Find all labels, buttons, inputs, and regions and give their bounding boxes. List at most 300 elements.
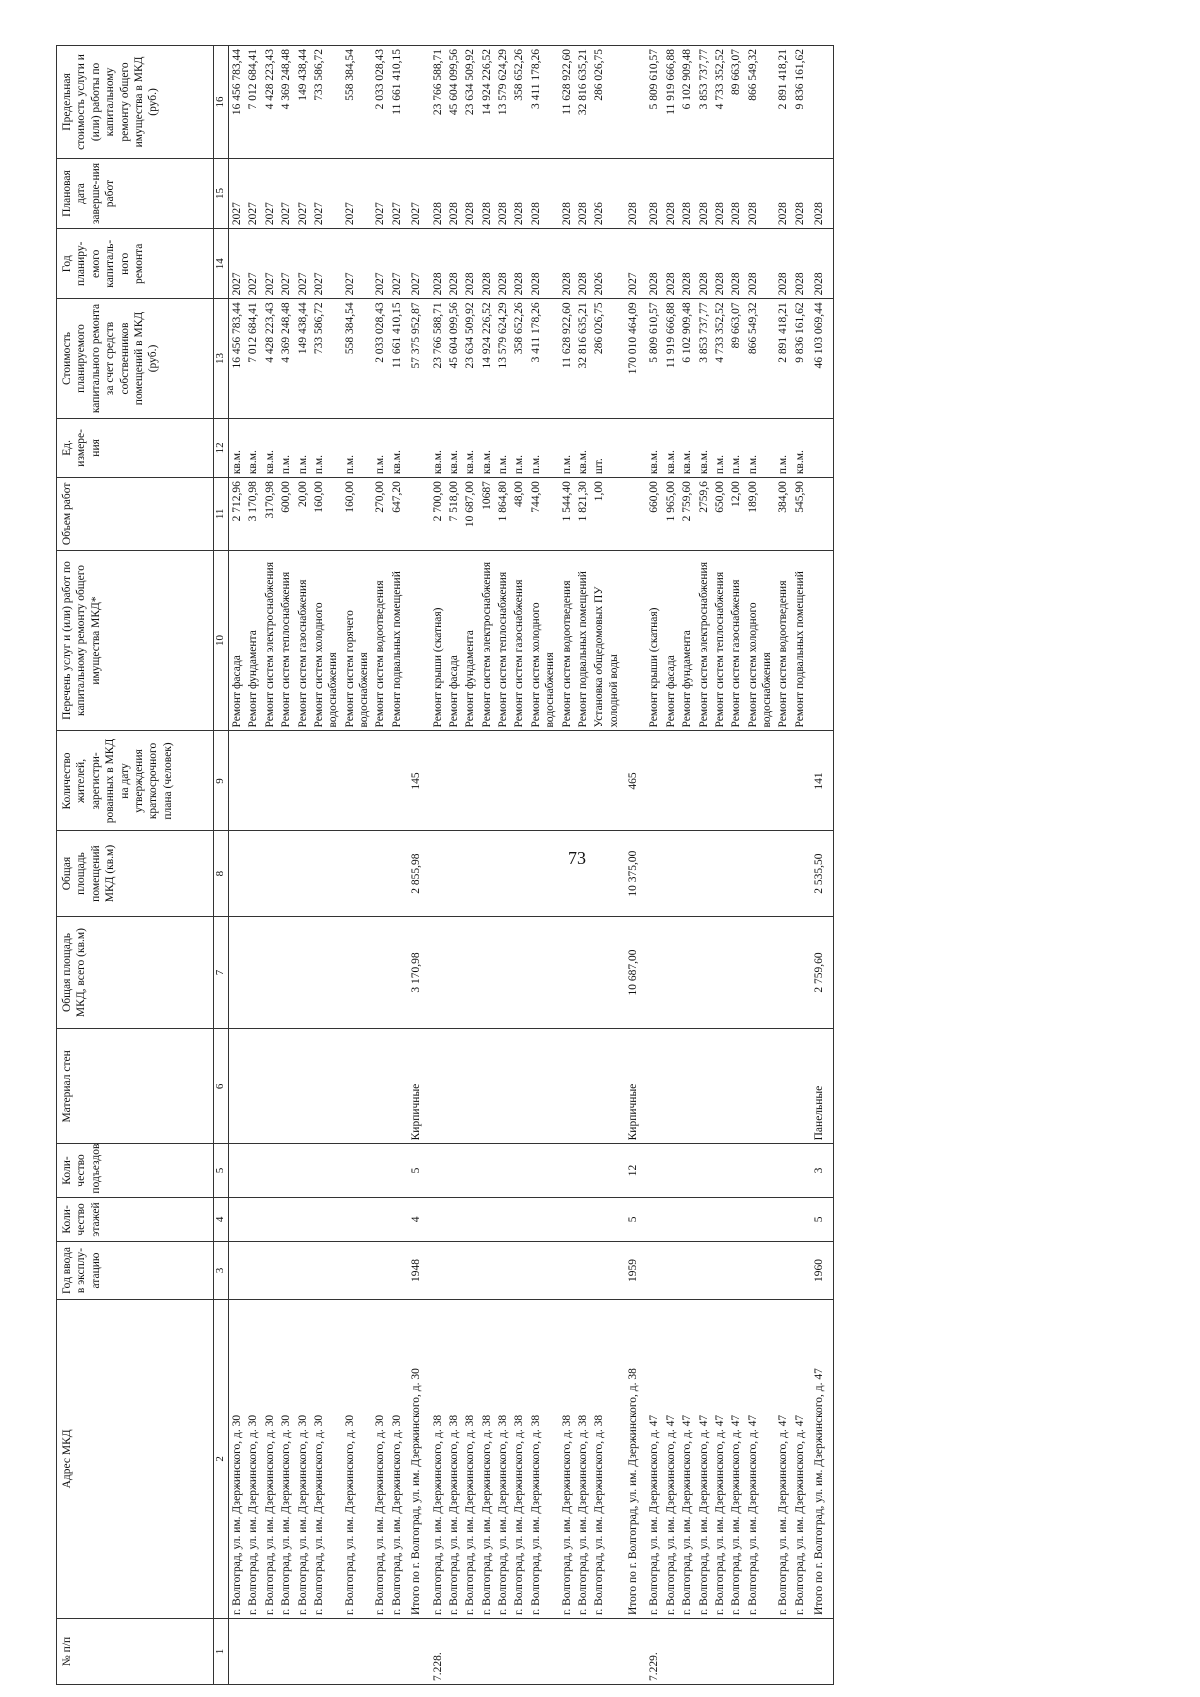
repair-year-cell: 2027 bbox=[229, 229, 246, 299]
column-header: № п/п bbox=[57, 1619, 214, 1685]
limit-cost-cell: 358 652,26 bbox=[511, 46, 527, 159]
cost-cell: 7 012 684,41 bbox=[245, 299, 261, 418]
empty-cell bbox=[792, 1242, 808, 1299]
work-cell: Ремонт систем водоотведения bbox=[372, 550, 388, 731]
empty-cell bbox=[559, 1144, 575, 1197]
empty-cell bbox=[575, 916, 591, 1029]
table-row bbox=[245, 46, 261, 1685]
empty-cell bbox=[511, 1029, 527, 1144]
empty-cell bbox=[679, 916, 695, 1029]
empty-cell bbox=[792, 1197, 808, 1242]
repair-year-cell: 2027 bbox=[311, 229, 342, 299]
empty-cell bbox=[342, 1029, 373, 1144]
cost-cell: 57 375 952,87 bbox=[405, 299, 429, 418]
unit-cell: кв.м. bbox=[430, 418, 446, 478]
empty-cell bbox=[278, 1197, 294, 1242]
unit-cell: кв.м. bbox=[479, 418, 495, 478]
column-header: Адрес МКД bbox=[57, 1299, 214, 1618]
table-row bbox=[712, 46, 728, 1685]
floors-cell: 4 bbox=[405, 1197, 429, 1242]
empty-cell bbox=[295, 1242, 311, 1299]
empty-cell bbox=[430, 1197, 446, 1242]
address-cell: г. Волгоград, ул. им. Дзержинского, д. 38 bbox=[559, 1299, 575, 1618]
empty-cell bbox=[229, 1197, 246, 1242]
address-cell: г. Волгоград, ул. им. Дзержинского, д. 47 bbox=[745, 1299, 776, 1618]
limit-cost-cell: 3 411 178,26 bbox=[528, 46, 559, 159]
limit-cost-cell: 4 428 223,43 bbox=[262, 46, 278, 159]
empty-cell bbox=[696, 1197, 712, 1242]
empty-cell bbox=[792, 831, 808, 916]
empty-cell bbox=[712, 1029, 728, 1144]
empty-cell bbox=[495, 831, 511, 916]
repair-year-cell: 2027 bbox=[342, 229, 373, 299]
unit-cell: кв.м. bbox=[389, 418, 405, 478]
end-date-cell: 2028 bbox=[446, 158, 462, 228]
empty-cell bbox=[511, 1144, 527, 1197]
work-cell bbox=[808, 550, 833, 731]
unit-cell: п.м. bbox=[311, 418, 342, 478]
empty-cell bbox=[295, 1197, 311, 1242]
row-number bbox=[792, 1619, 808, 1685]
empty-cell bbox=[528, 916, 559, 1029]
empty-cell bbox=[245, 1197, 261, 1242]
work-cell: Ремонт фасада bbox=[229, 550, 246, 731]
empty-cell bbox=[528, 1144, 559, 1197]
empty-cell bbox=[278, 1242, 294, 1299]
row-number bbox=[342, 1619, 373, 1685]
column-number: 11 bbox=[214, 478, 229, 550]
empty-cell bbox=[559, 1029, 575, 1144]
volume-cell: 3 170,98 bbox=[245, 478, 261, 550]
work-cell: Ремонт подвальных помещений bbox=[792, 550, 808, 731]
empty-cell bbox=[559, 1242, 575, 1299]
empty-cell bbox=[712, 731, 728, 831]
repair-year-cell: 2028 bbox=[559, 229, 575, 299]
empty-cell bbox=[372, 1242, 388, 1299]
empty-cell bbox=[372, 831, 388, 916]
empty-cell bbox=[245, 916, 261, 1029]
repair-year-cell: 2028 bbox=[575, 229, 591, 299]
address-cell: г. Волгоград, ул. им. Дзержинского, д. 47 bbox=[712, 1299, 728, 1618]
column-number: 10 bbox=[214, 550, 229, 731]
volume-cell: 1 965,00 bbox=[663, 478, 679, 550]
limit-cost-cell: 14 924 226,52 bbox=[479, 46, 495, 159]
volume-cell: 20,00 bbox=[295, 478, 311, 550]
end-date-cell: 2028 bbox=[528, 158, 559, 228]
unit-cell: кв.м. bbox=[646, 418, 662, 478]
empty-cell bbox=[663, 1242, 679, 1299]
address-cell: г. Волгоград, ул. им. Дзержинского, д. 47 bbox=[792, 1299, 808, 1618]
end-date-cell: 2027 bbox=[372, 158, 388, 228]
row-number bbox=[745, 1619, 776, 1685]
empty-cell bbox=[696, 831, 712, 916]
empty-cell bbox=[712, 1242, 728, 1299]
empty-cell bbox=[446, 731, 462, 831]
empty-cell bbox=[278, 831, 294, 916]
residents-cell: 141 bbox=[808, 731, 833, 831]
repair-year-cell: 2028 bbox=[511, 229, 527, 299]
empty-cell bbox=[446, 1242, 462, 1299]
end-date-cell: 2028 bbox=[775, 158, 791, 228]
empty-cell bbox=[745, 1029, 776, 1144]
work-cell: Ремонт систем газоснабжения bbox=[511, 550, 527, 731]
empty-cell bbox=[389, 916, 405, 1029]
row-number bbox=[712, 1619, 728, 1685]
year-built-cell: 1948 bbox=[405, 1242, 429, 1299]
column-number: 15 bbox=[214, 158, 229, 228]
work-cell: Ремонт фундамента bbox=[245, 550, 261, 731]
cost-cell: 3 853 737,77 bbox=[696, 299, 712, 418]
repair-year-cell: 2027 bbox=[389, 229, 405, 299]
empty-cell bbox=[295, 1144, 311, 1197]
column-header: Стоимость планируемого капитального ремонта за счет средств собственников помещений в МКД (руб.) bbox=[57, 299, 214, 418]
empty-cell bbox=[245, 1242, 261, 1299]
column-number: 8 bbox=[214, 831, 229, 916]
volume-cell: 2759,6 bbox=[696, 478, 712, 550]
work-cell: Ремонт подвальных помещений bbox=[575, 550, 591, 731]
work-cell: Ремонт систем электроснабжения bbox=[479, 550, 495, 731]
unit-cell: кв.м. bbox=[262, 418, 278, 478]
empty-cell bbox=[559, 1197, 575, 1242]
table-row bbox=[528, 46, 559, 1685]
column-header: Год ввода в эксплу-атацию bbox=[57, 1242, 214, 1299]
empty-cell bbox=[245, 831, 261, 916]
empty-cell bbox=[245, 1029, 261, 1144]
empty-cell bbox=[446, 831, 462, 916]
column-header: Предельная стоимость услуги и (или) работы по капитальному ремонту общего имущества в МКД (руб.) bbox=[57, 46, 214, 159]
empty-cell bbox=[229, 831, 246, 916]
end-date-cell: 2028 bbox=[559, 158, 575, 228]
volume-cell: 384,00 bbox=[775, 478, 791, 550]
limit-cost-cell bbox=[405, 46, 429, 159]
table-row bbox=[663, 46, 679, 1685]
row-number: 7.228. bbox=[430, 1619, 446, 1685]
empty-cell bbox=[646, 1197, 662, 1242]
table-row bbox=[646, 46, 662, 1685]
end-date-cell: 2028 bbox=[679, 158, 695, 228]
row-number: 7.229. bbox=[646, 1619, 662, 1685]
address-cell: г. Волгоград, ул. им. Дзержинского, д. 38 bbox=[495, 1299, 511, 1618]
cost-cell: 11 628 922,60 bbox=[559, 299, 575, 418]
limit-cost-cell: 45 604 099,56 bbox=[446, 46, 462, 159]
wall-material-cell: Кирпичные bbox=[622, 1029, 646, 1144]
volume-cell: 10 687,00 bbox=[462, 478, 478, 550]
volume-cell: 1 544,40 bbox=[559, 478, 575, 550]
empty-cell bbox=[792, 1029, 808, 1144]
empty-cell bbox=[462, 1242, 478, 1299]
end-date-cell: 2028 bbox=[511, 158, 527, 228]
limit-cost-cell: 2 033 028,43 bbox=[372, 46, 388, 159]
volume-cell: 3170,98 bbox=[262, 478, 278, 550]
year-built-cell: 1960 bbox=[808, 1242, 833, 1299]
repair-year-cell: 2027 bbox=[262, 229, 278, 299]
repair-year-cell: 2028 bbox=[495, 229, 511, 299]
empty-cell bbox=[745, 916, 776, 1029]
empty-cell bbox=[495, 731, 511, 831]
address-cell: г. Волгоград, ул. им. Дзержинского, д. 30 bbox=[372, 1299, 388, 1618]
row-number bbox=[728, 1619, 744, 1685]
end-date-cell: 2028 bbox=[663, 158, 679, 228]
repair-year-cell: 2028 bbox=[446, 229, 462, 299]
empty-cell bbox=[389, 1144, 405, 1197]
unit-cell: п.м. bbox=[342, 418, 373, 478]
unit-cell: п.м. bbox=[295, 418, 311, 478]
empty-cell bbox=[511, 831, 527, 916]
work-cell: Ремонт крыши (скатная) bbox=[430, 550, 446, 731]
unit-cell: кв.м. bbox=[679, 418, 695, 478]
row-number bbox=[495, 1619, 511, 1685]
floors-cell: 5 bbox=[622, 1197, 646, 1242]
end-date-cell: 2028 bbox=[646, 158, 662, 228]
limit-cost-cell: 32 816 635,21 bbox=[575, 46, 591, 159]
address-cell: г. Волгоград, ул. им. Дзержинского, д. 30 bbox=[295, 1299, 311, 1618]
unit-cell: кв.м. bbox=[663, 418, 679, 478]
work-cell: Ремонт систем холодного водоснабжения bbox=[311, 550, 342, 731]
table-row bbox=[511, 46, 527, 1685]
residents-cell: 465 bbox=[622, 731, 646, 831]
address-cell: г. Волгоград, ул. им. Дзержинского, д. 38 bbox=[446, 1299, 462, 1618]
empty-cell bbox=[342, 831, 373, 916]
unit-cell: п.м. bbox=[495, 418, 511, 478]
cost-cell: 558 384,54 bbox=[342, 299, 373, 418]
limit-cost-cell: 7 012 684,41 bbox=[245, 46, 261, 159]
table-row bbox=[728, 46, 744, 1685]
empty-cell bbox=[262, 1197, 278, 1242]
empty-cell bbox=[479, 831, 495, 916]
empty-cell bbox=[775, 1144, 791, 1197]
empty-cell bbox=[479, 1242, 495, 1299]
empty-cell bbox=[745, 831, 776, 916]
address-cell: г. Волгоград, ул. им. Дзержинского, д. 30 bbox=[262, 1299, 278, 1618]
column-number-row bbox=[214, 46, 229, 1685]
end-date-cell: 2027 bbox=[229, 158, 246, 228]
cost-cell: 3 411 178,26 bbox=[528, 299, 559, 418]
empty-cell bbox=[430, 831, 446, 916]
repair-year-cell: 2028 bbox=[646, 229, 662, 299]
empty-cell bbox=[495, 916, 511, 1029]
entrances-cell: 5 bbox=[405, 1144, 429, 1197]
unit-cell: кв.м. bbox=[575, 418, 591, 478]
work-cell: Ремонт фундамента bbox=[462, 550, 478, 731]
repair-year-cell: 2028 bbox=[728, 229, 744, 299]
empty-cell bbox=[591, 831, 622, 916]
empty-cell bbox=[775, 1029, 791, 1144]
cost-cell: 2 891 418,21 bbox=[775, 299, 791, 418]
limit-cost-cell bbox=[808, 46, 833, 159]
empty-cell bbox=[389, 831, 405, 916]
empty-cell bbox=[728, 916, 744, 1029]
unit-cell: п.м. bbox=[528, 418, 559, 478]
cost-cell: 2 033 028,43 bbox=[372, 299, 388, 418]
empty-cell bbox=[495, 1144, 511, 1197]
limit-cost-cell: 11 919 666,88 bbox=[663, 46, 679, 159]
table-row bbox=[591, 46, 622, 1685]
empty-cell bbox=[575, 831, 591, 916]
empty-cell bbox=[696, 1242, 712, 1299]
wall-material-cell: Панельные bbox=[808, 1029, 833, 1144]
address-cell: Итого по г. Волгоград, ул. им. Дзержинского, д. 38 bbox=[622, 1299, 646, 1618]
column-number: 13 bbox=[214, 299, 229, 418]
empty-cell bbox=[430, 1144, 446, 1197]
limit-cost-cell: 5 809 610,57 bbox=[646, 46, 662, 159]
empty-cell bbox=[229, 1144, 246, 1197]
volume-cell: 1 821,30 bbox=[575, 478, 591, 550]
work-cell: Ремонт систем водоотведения bbox=[559, 550, 575, 731]
limit-cost-cell: 11 628 922,60 bbox=[559, 46, 575, 159]
repair-year-cell: 2028 bbox=[808, 229, 833, 299]
end-date-cell: 2027 bbox=[262, 158, 278, 228]
volume-cell: 160,00 bbox=[311, 478, 342, 550]
unit-cell bbox=[808, 418, 833, 478]
column-number: 1 bbox=[214, 1619, 229, 1685]
total-area-cell: 2 759,60 bbox=[808, 916, 833, 1029]
unit-cell: шт. bbox=[591, 418, 622, 478]
repair-year-cell: 2028 bbox=[528, 229, 559, 299]
address-cell: г. Волгоград, ул. им. Дзержинского, д. 30 bbox=[278, 1299, 294, 1618]
unit-cell: п.м. bbox=[372, 418, 388, 478]
row-number bbox=[622, 1619, 646, 1685]
empty-cell bbox=[511, 1197, 527, 1242]
table-row bbox=[745, 46, 776, 1685]
work-cell: Ремонт систем газоснабжения bbox=[295, 550, 311, 731]
cost-cell: 733 586,72 bbox=[311, 299, 342, 418]
empty-cell bbox=[663, 916, 679, 1029]
empty-cell bbox=[311, 1242, 342, 1299]
empty-cell bbox=[728, 1197, 744, 1242]
volume-cell: 650,00 bbox=[712, 478, 728, 550]
empty-cell bbox=[389, 1242, 405, 1299]
table-row bbox=[342, 46, 373, 1685]
empty-cell bbox=[591, 1144, 622, 1197]
work-cell bbox=[405, 550, 429, 731]
empty-cell bbox=[696, 1144, 712, 1197]
empty-cell bbox=[646, 831, 662, 916]
empty-cell bbox=[372, 1197, 388, 1242]
empty-cell bbox=[745, 1197, 776, 1242]
end-date-cell: 2027 bbox=[405, 158, 429, 228]
empty-cell bbox=[775, 1242, 791, 1299]
cost-cell: 23 634 509,92 bbox=[462, 299, 478, 418]
cost-cell: 5 809 610,57 bbox=[646, 299, 662, 418]
end-date-cell: 2028 bbox=[430, 158, 446, 228]
end-date-cell: 2026 bbox=[591, 158, 622, 228]
limit-cost-cell: 16 456 783,44 bbox=[229, 46, 246, 159]
empty-cell bbox=[311, 1144, 342, 1197]
unit-cell: кв.м. bbox=[462, 418, 478, 478]
empty-cell bbox=[792, 1144, 808, 1197]
table-row bbox=[295, 46, 311, 1685]
limit-cost-cell: 733 586,72 bbox=[311, 46, 342, 159]
repair-year-cell: 2027 bbox=[245, 229, 261, 299]
volume-cell: 2 700,00 bbox=[430, 478, 446, 550]
unit-cell: п.м. bbox=[559, 418, 575, 478]
row-number bbox=[229, 1619, 246, 1685]
work-cell: Ремонт систем газоснабжения bbox=[728, 550, 744, 731]
table-row bbox=[462, 46, 478, 1685]
empty-cell bbox=[646, 1029, 662, 1144]
empty-cell bbox=[712, 1144, 728, 1197]
empty-cell bbox=[430, 1029, 446, 1144]
column-number: 5 bbox=[214, 1144, 229, 1197]
end-date-cell: 2028 bbox=[745, 158, 776, 228]
address-cell: г. Волгоград, ул. им. Дзержинского, д. 30 bbox=[311, 1299, 342, 1618]
empty-cell bbox=[430, 916, 446, 1029]
cost-cell: 358 652,26 bbox=[511, 299, 527, 418]
empty-cell bbox=[745, 1144, 776, 1197]
empty-cell bbox=[528, 1242, 559, 1299]
address-cell: г. Волгоград, ул. им. Дзержинского, д. 38 bbox=[430, 1299, 446, 1618]
address-cell: г. Волгоград, ул. им. Дзержинского, д. 47 bbox=[775, 1299, 791, 1618]
row-number bbox=[696, 1619, 712, 1685]
total-row bbox=[405, 46, 429, 1685]
work-cell: Ремонт систем электроснабжения bbox=[262, 550, 278, 731]
cost-cell: 16 456 783,44 bbox=[229, 299, 246, 418]
limit-cost-cell: 286 026,75 bbox=[591, 46, 622, 159]
column-header: Коли-чество подъездов bbox=[57, 1144, 214, 1197]
table-row bbox=[559, 46, 575, 1685]
repair-year-cell: 2028 bbox=[712, 229, 728, 299]
empty-cell bbox=[342, 1242, 373, 1299]
table-row bbox=[792, 46, 808, 1685]
repair-year-cell: 2026 bbox=[591, 229, 622, 299]
empty-cell bbox=[479, 1144, 495, 1197]
row-number bbox=[591, 1619, 622, 1685]
empty-cell bbox=[389, 1029, 405, 1144]
empty-cell bbox=[462, 831, 478, 916]
table-row bbox=[278, 46, 294, 1685]
address-cell: г. Волгоград, ул. им. Дзержинского, д. 38 bbox=[462, 1299, 478, 1618]
empty-cell bbox=[342, 731, 373, 831]
column-number: 14 bbox=[214, 229, 229, 299]
unit-cell: п.м. bbox=[745, 418, 776, 478]
empty-cell bbox=[591, 731, 622, 831]
empty-cell bbox=[511, 731, 527, 831]
limit-cost-cell: 149 438,44 bbox=[295, 46, 311, 159]
cost-cell: 14 924 226,52 bbox=[479, 299, 495, 418]
table-body bbox=[229, 46, 834, 1685]
end-date-cell: 2028 bbox=[696, 158, 712, 228]
empty-cell bbox=[295, 831, 311, 916]
cost-cell: 89 663,07 bbox=[728, 299, 744, 418]
empty-cell bbox=[745, 731, 776, 831]
volume-cell: 1,00 bbox=[591, 478, 622, 550]
total-row bbox=[622, 46, 646, 1685]
volume-cell bbox=[808, 478, 833, 550]
empty-cell bbox=[278, 1144, 294, 1197]
volume-cell: 48,00 bbox=[511, 478, 527, 550]
repair-year-cell: 2028 bbox=[792, 229, 808, 299]
address-cell: г. Волгоград, ул. им. Дзержинского, д. 30 bbox=[245, 1299, 261, 1618]
premises-area-cell: 2 535,50 bbox=[808, 831, 833, 916]
table-row bbox=[372, 46, 388, 1685]
work-cell: Ремонт фасада bbox=[446, 550, 462, 731]
unit-cell: п.м. bbox=[511, 418, 527, 478]
address-cell: г. Волгоград, ул. им. Дзержинского, д. 38 bbox=[575, 1299, 591, 1618]
column-header: Материал стен bbox=[57, 1029, 214, 1144]
repair-year-cell: 2028 bbox=[479, 229, 495, 299]
empty-cell bbox=[462, 1144, 478, 1197]
empty-cell bbox=[262, 916, 278, 1029]
total-area-cell: 3 170,98 bbox=[405, 916, 429, 1029]
column-header: Количество жителей, зарегистри-рованных в МКД на дату утверждения краткосрочного плана (человек) bbox=[57, 731, 214, 831]
volume-cell bbox=[622, 478, 646, 550]
empty-cell bbox=[479, 1197, 495, 1242]
address-cell: г. Волгоград, ул. им. Дзержинского, д. 30 bbox=[229, 1299, 246, 1618]
entrances-cell: 12 bbox=[622, 1144, 646, 1197]
empty-cell bbox=[775, 1197, 791, 1242]
empty-cell bbox=[646, 731, 662, 831]
total-area-cell: 10 687,00 bbox=[622, 916, 646, 1029]
